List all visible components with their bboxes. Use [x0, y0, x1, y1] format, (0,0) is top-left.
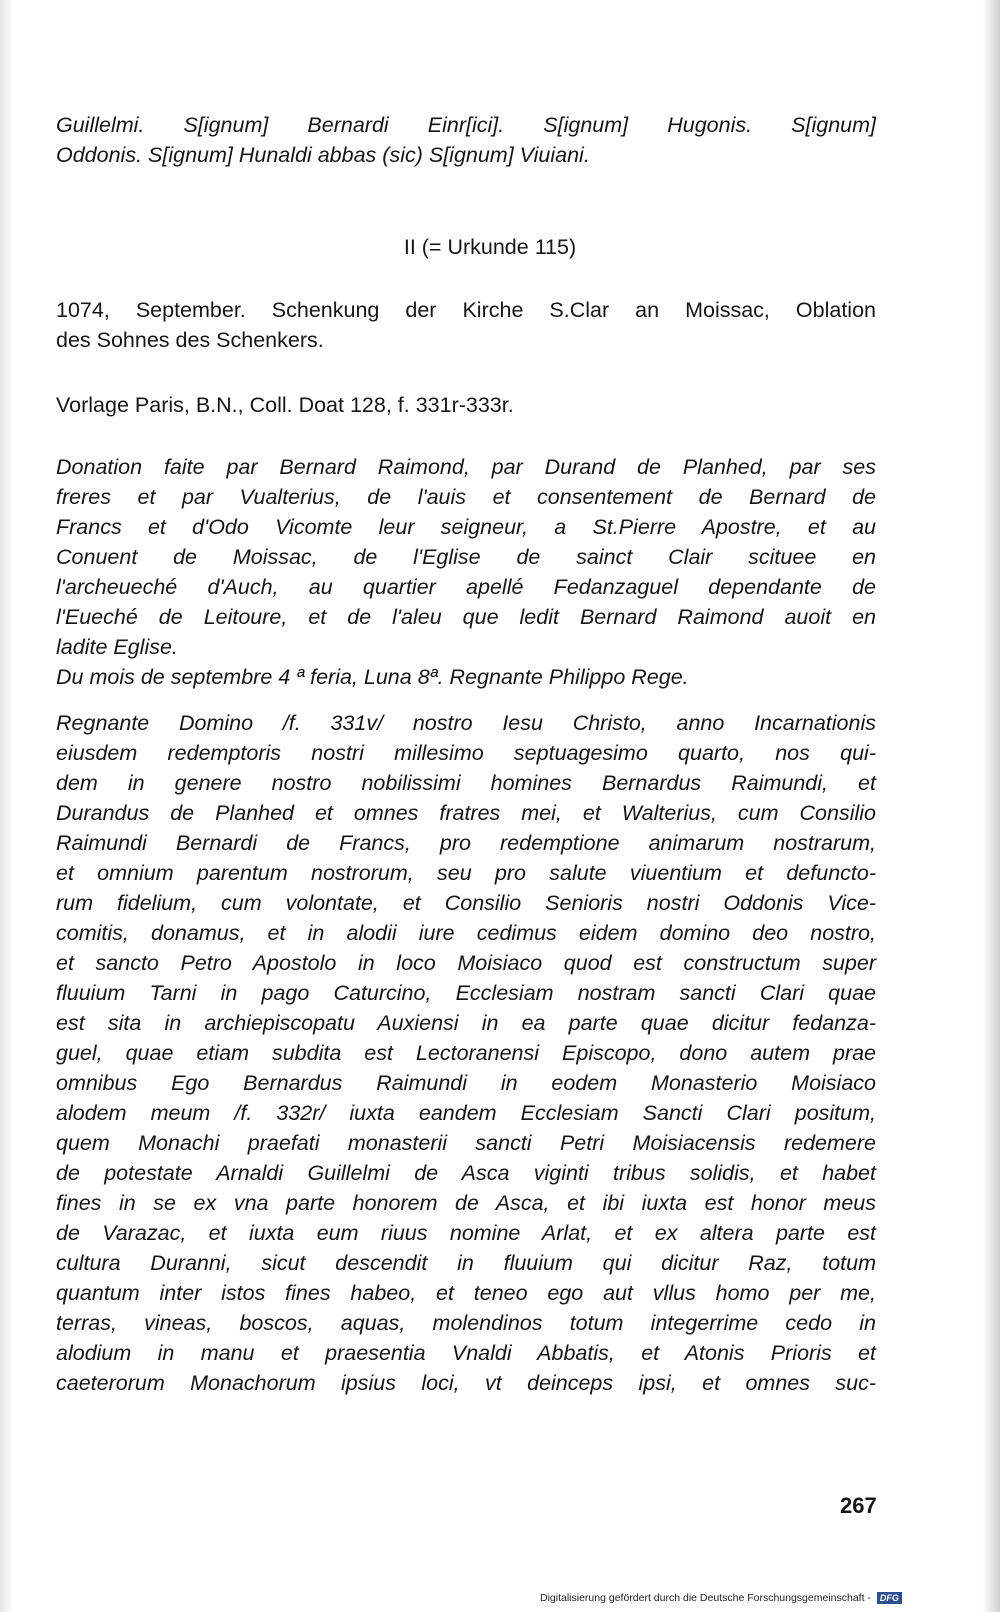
dfg-logo-icon: DFG: [877, 1592, 902, 1604]
latin-line: et omnium parentum nostrorum, seu pro salute viuentium et defuncto-: [56, 861, 876, 885]
latin-line: quantum inter istos fines habeo, et teneo ego aut vllus homo per me,: [56, 1281, 876, 1305]
french-line: Conuent de Moissac, de l'Eglise de sainct Clair scituee en: [56, 545, 876, 569]
latin-line: alodem meum /f. 332r/ iuxta eandem Ecclesiam Sancti Clari positum,: [56, 1101, 876, 1125]
latin-line: omnibus Ego Bernardus Raimundi in eodem Monasterio Moisiaco: [56, 1071, 876, 1095]
text-line: Guillelmi. S[ignum] Bernardi Einr[ici]. S[ignum] Hugonis. S[ignum]: [56, 113, 876, 137]
latin-line: Raimundi Bernardi de Francs, pro redemptione animarum nostrarum,: [56, 831, 876, 855]
text-line: Oddonis. S[ignum] Hunaldi abbas (sic) S[ignum] Viuiani.: [56, 143, 590, 167]
french-line: freres et par Vualterius, de l'auis et consentement de Bernard de: [56, 485, 876, 509]
latin-line: Regnante Domino /f. 331v/ nostro Iesu Christo, anno Incarnationis: [56, 711, 876, 735]
latin-line: et sancto Petro Apostolo in loco Moisiaco quod est constructum super: [56, 951, 876, 975]
page-right-shadow: [982, 0, 1000, 1612]
french-line: l'archeueché d'Auch, au quartier apellé Fedanzaguel dependante de: [56, 575, 876, 599]
latin-line: de Varazac, et iuxta eum riuus nomine Arlat, et ex altera parte est: [56, 1221, 876, 1245]
latin-line: fluuium Tarni in pago Caturcino, Ecclesiam nostram sancti Clari quae: [56, 981, 876, 1005]
latin-line: comitis, donamus, et in alodii iure cedimus eidem domino deo nostro,: [56, 921, 876, 945]
latin-line: de potestate Arnaldi Guillelmi de Asca viginti tribus solidis, et habet: [56, 1161, 876, 1185]
footer-text: Digitalisierung gefördert durch die Deutsche Forschungsgemeinschaft -: [540, 1592, 871, 1604]
latin-line: dem in genere nostro nobilissimi homines Bernardus Raimundi, et: [56, 771, 876, 795]
french-line: Francs et d'Odo Vicomte leur seigneur, a St.Pierre Apostre, et au: [56, 515, 876, 539]
latin-line: fines in se ex vna parte honorem de Asca, et ibi iuxta est honor meus: [56, 1191, 876, 1215]
french-line: Du mois de septembre 4 ª feria, Luna 8ª. Regnante Philippo Rege.: [56, 665, 689, 689]
summary-line: des Sohnes des Schenkers.: [56, 328, 324, 352]
latin-line: guel, quae etiam subdita est Lectoranensi Episcopo, dono autem prae: [56, 1041, 876, 1065]
digitization-footer: [540, 1592, 902, 1604]
latin-line: est sita in archiepiscopatu Auxiensi in ea parte quae dicitur fedanza-: [56, 1011, 876, 1035]
latin-line: rum fidelium, cum volontate, et Consilio Senioris nostri Oddonis Vice-: [56, 891, 876, 915]
latin-line: caeterorum Monachorum ipsius loci, vt deinceps ipsi, et omnes suc-: [56, 1371, 876, 1395]
french-line: ladite Eglise.: [56, 635, 178, 659]
french-line: Donation faite par Bernard Raimond, par Durand de Planhed, par ses: [56, 455, 876, 479]
french-line: l'Eueché de Leitoure, et de l'aleu que ledit Bernard Raimond auoit en: [56, 605, 876, 629]
latin-line: cultura Duranni, sicut descendit in fluuium qui dicitur Raz, totum: [56, 1251, 876, 1275]
latin-line: Durandus de Planhed et omnes fratres mei, et Walterius, cum Consilio: [56, 801, 876, 825]
source-line: Vorlage Paris, B.N., Coll. Doat 128, f. 331r-333r.: [56, 393, 514, 417]
latin-line: eiusdem redemptoris nostri millesimo septuagesimo quarto, nos qui-: [56, 741, 876, 765]
latin-line: quem Monachi praefati monasterii sancti Petri Moisiacensis redemere: [56, 1131, 876, 1155]
latin-line: terras, vineas, boscos, aquas, molendinos totum integerrime cedo in: [56, 1311, 876, 1335]
summary-line: 1074, September. Schenkung der Kirche S.Clar an Moissac, Oblation: [56, 298, 876, 322]
latin-line: alodium in manu et praesentia Vnaldi Abbatis, et Atonis Prioris et: [56, 1341, 876, 1365]
document-heading: II (= Urkunde 115): [403, 235, 577, 259]
page-number: 267: [840, 1493, 877, 1518]
